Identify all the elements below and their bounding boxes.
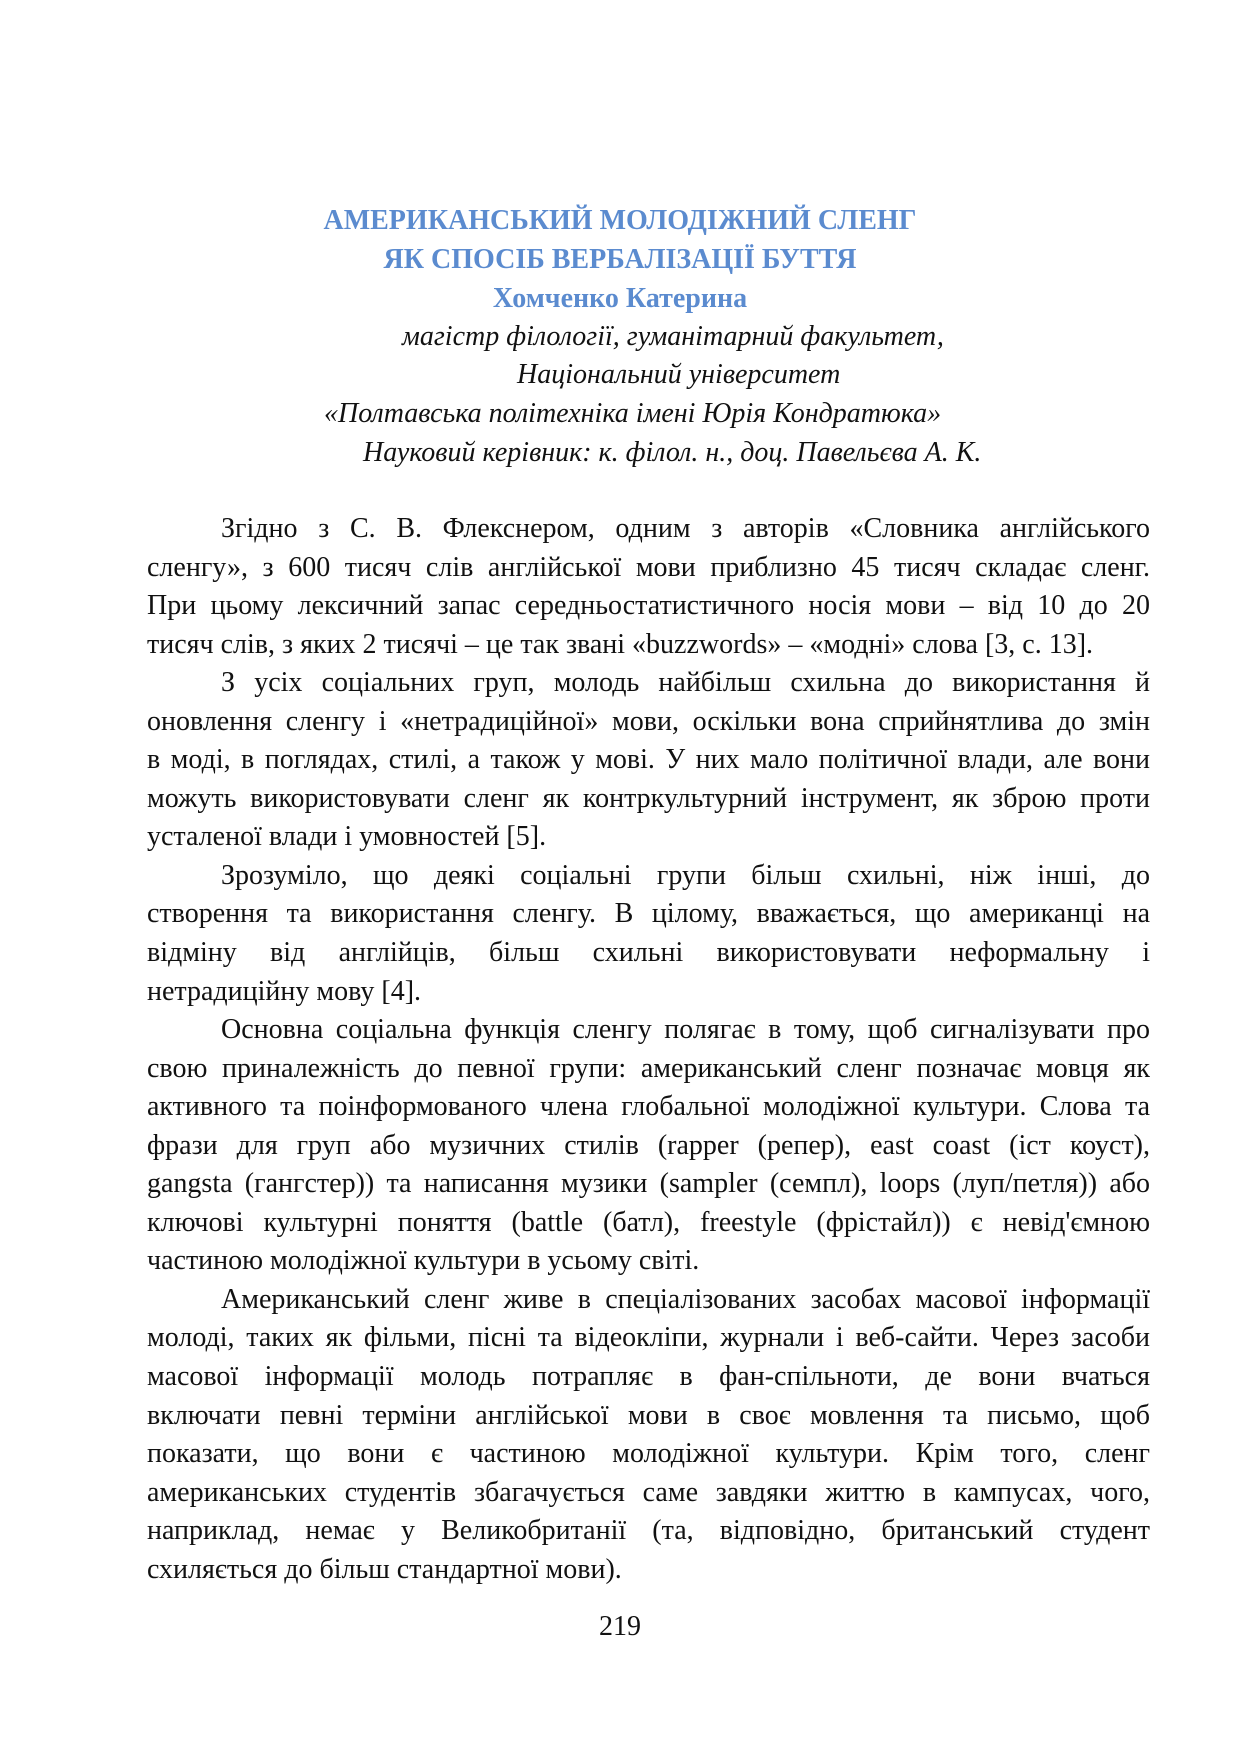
university-full-name: «Полтавська політехніка імені Юрія Кондратюка» [324, 398, 942, 429]
paragraph [147, 510, 1150, 664]
paragraph-line: створення та використання сленгу. В цілому, вважається, що американці на [147, 898, 1150, 930]
university-name: Національний університет [517, 359, 841, 390]
paragraph-line: наприклад, немає у Великобританії (та, відповідно, британський студент [147, 1515, 1150, 1547]
paragraph-line: gangsta (гангстер)) та написання музики (sampler (семпл), loops (луп/петля)) або [147, 1168, 1150, 1200]
page-number: 219 [599, 1611, 641, 1642]
paragraph [147, 1011, 1150, 1281]
paragraph-line: молоді, таких як фільми, пісні та відеокліпи, журнали і веб-сайти. Через засоби [147, 1322, 1150, 1354]
paragraph-line: Основна соціальна функція сленгу полягає в тому, щоб сигналізувати про [221, 1014, 1150, 1046]
paragraph-line: З усіх соціальних груп, молодь найбільш схильна до використання й [221, 667, 1150, 699]
paragraph-line: включати певні терміни англійської мови в своє мовлення та письмо, щоб [147, 1399, 1150, 1431]
article-title-line-2: ЯК СПОСІБ ВЕРБАЛІЗАЦІЇ БУТТЯ [383, 244, 857, 275]
paragraph-line: Американський сленг живе в спеціалізованих засобах масової інформації [221, 1283, 1150, 1315]
paragraph-line: усталеної влади і умовностей [5]. [147, 821, 547, 853]
paragraph-line: Згідно з С. В. Флекснером, одним з авторів «Словника англійського [221, 513, 1150, 544]
paragraph [147, 1281, 1150, 1589]
paragraph-line: оновлення сленгу і «нетрадиційної» мови, оскільки вона сприйнятлива до змін [147, 705, 1150, 737]
paragraph-line: При цьому лексичний запас середньостатистичного носія мови – від 10 до 20 [147, 590, 1150, 622]
paragraph-line: відміну від англійців, більш схильні використовувати неформальну і [147, 937, 1150, 969]
paragraph [147, 857, 1150, 1011]
paragraph-line: частиною молодіжної культури в усьому світі. [147, 1245, 700, 1277]
paragraph-line: тисяч слів, з яких 2 тисячі – це так звані «buzzwords» – «модні» слова [3, с. 13]. [147, 628, 1094, 660]
paragraph-line: сленгу», з 600 тисяч слів англійської мови приблизно 45 тисяч складає сленг. [147, 551, 1150, 583]
author-name: Хомченко Катерина [492, 283, 748, 314]
paragraph-line: масової інформації молодь потрапляє в фан-спільноти, де вони вчаться [147, 1361, 1150, 1393]
paragraph-line: показати, що вони є частиною молодіжної культури. Крім того, сленг [147, 1438, 1150, 1470]
scientific-supervisor: Науковий керівник: к. філол. н., доц. Павельєва А. К. [363, 437, 982, 468]
paragraph-line: активного та поінформованого члена глобальної молодіжної культури. Слова та [147, 1091, 1150, 1123]
paragraph-line: схиляється до більш стандартної мови). [147, 1553, 622, 1585]
paragraph-line: можуть використовувати сленг як контркультурний інструмент, як зброю проти [147, 782, 1150, 814]
author-degree: магістр філології, гуманітарний факультет, [402, 321, 944, 352]
article-title-line-1: АМЕРИКАНСЬКИЙ МОЛОДІЖНИЙ СЛЕНГ [323, 205, 917, 236]
paragraph-line: фрази для груп або музичних стилів (rapper (репер), east coast (іст коуст), [147, 1129, 1150, 1161]
paragraph-line: в моді, в поглядах, стилі, а також у мові. У них мало політичної влади, але вони [147, 744, 1150, 776]
paragraph-line: американських студентів збагачується саме завдяки життю в кампусах, чого, [147, 1476, 1150, 1508]
paragraph-line: свою приналежність до певної групи: американський сленг позначає мовця як [147, 1052, 1150, 1084]
paragraph-line: ключові культурні поняття (battle (батл), freestyle (фрістайл)) є невід'ємною [147, 1206, 1150, 1238]
paragraph [147, 664, 1150, 857]
paragraph-line: Зрозуміло, що деякі соціальні групи більш схильні, ніж інші, до [221, 859, 1150, 891]
paragraph-line: нетрадиційну мову [4]. [147, 975, 422, 1007]
article-body [147, 510, 1150, 1589]
